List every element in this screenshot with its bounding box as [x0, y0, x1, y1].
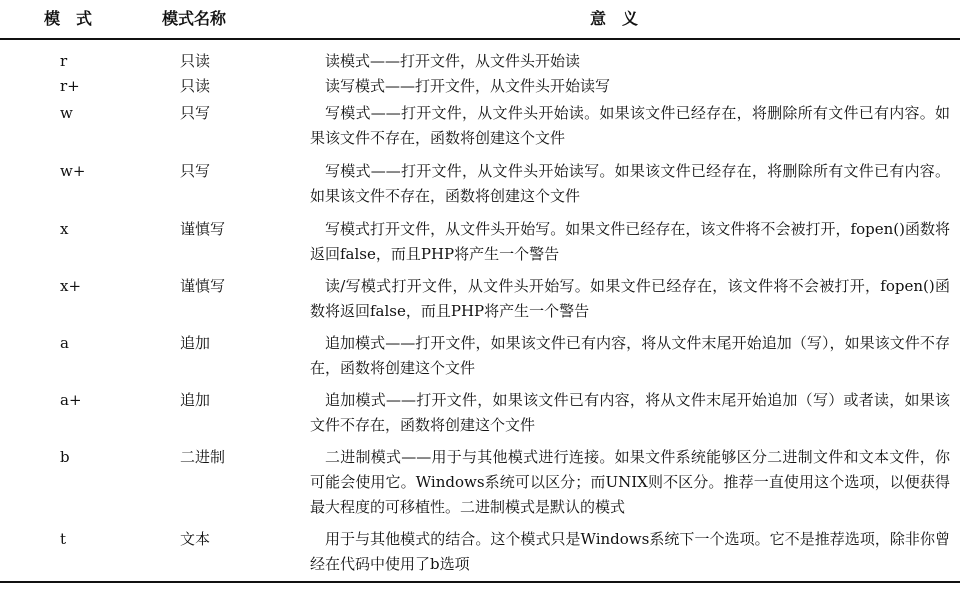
table-bottom-rule: [0, 581, 960, 583]
table-row: [0, 445, 960, 527]
mode-cell: b: [60, 448, 70, 466]
table-row: [0, 527, 960, 579]
mode-name-cell: 谨慎写: [180, 220, 226, 238]
mode-cell: a+: [60, 391, 82, 409]
table-row: [0, 101, 960, 159]
mode-name-cell: 只写: [180, 162, 211, 180]
mode-name-cell: 追加: [180, 334, 211, 352]
mode-name-cell: 只读: [180, 77, 211, 95]
table-body: [0, 49, 960, 579]
mode-cell: w+: [60, 162, 86, 180]
table-row: [0, 217, 960, 274]
mode-cell: w: [60, 104, 73, 122]
table-row: [0, 274, 960, 331]
mode-cell: a: [60, 334, 69, 352]
meaning-cell: 写模式——打开文件，从文件头开始读。如果该文件已经存在，将删除所有文件已有内容。如果该文件不存在，函数将创建这个文件: [310, 104, 950, 147]
mode-cell: r+: [60, 77, 80, 95]
meaning-cell: 写模式——打开文件，从文件头开始读写。如果该文件已经存在，将删除所有文件已有内容。如果该文件不存在，函数将创建这个文件: [310, 162, 950, 205]
meaning-cell: 读模式——打开文件，从文件头开始读: [325, 52, 581, 70]
mode-name-cell: 文本: [180, 530, 211, 548]
meaning-cell: 读写模式——打开文件，从文件头开始读写: [325, 77, 611, 95]
meaning-cell: 追加模式——打开文件，如果该文件已有内容，将从文件末尾开始追加（写），如果该文件不存在，函数将创建这个文件: [310, 334, 950, 377]
mode-cell: t: [60, 530, 67, 548]
mode-name-cell: 二进制: [180, 448, 226, 466]
meaning-cell: 读/写模式打开文件，从文件头开始写。如果文件已经存在，该文件将不会被打开，fopen()函数将返回false，而且PHP将产生一个警告: [310, 277, 950, 320]
table-header: [0, 0, 960, 38]
mode-cell: x+: [60, 277, 82, 295]
header-mode-name: 模式名称: [162, 9, 227, 28]
meaning-cell: 用于与其他模式的结合。这个模式只是Windows系统下一个选项。它不是推荐选项，除非你曾经在代码中使用了b选项: [310, 530, 950, 573]
table-row: [0, 331, 960, 388]
mode-name-cell: 追加: [180, 391, 211, 409]
mode-cell: x: [60, 220, 69, 238]
table-row: [0, 49, 960, 74]
table-row: [0, 159, 960, 217]
table-row: [0, 74, 960, 101]
mode-name-cell: 只读: [180, 52, 211, 70]
table-top-rule: [0, 38, 960, 40]
header-mode: 模 式: [44, 9, 93, 28]
mode-name-cell: 只写: [180, 104, 211, 122]
header-meaning: 意 义: [590, 9, 639, 28]
meaning-cell: 写模式打开文件，从文件头开始写。如果文件已经存在，该文件将不会被打开，fopen()函数将返回false，而且PHP将产生一个警告: [310, 220, 950, 263]
meaning-cell: 二进制模式——用于与其他模式进行连接。如果文件系统能够区分二进制文件和文本文件，你可能会使用它。Windows系统可以区分；而UNIX则不区分。推荐一直使用这个选项，以便获得最大程度的可移植性。二进制模式是默认的模式: [310, 448, 950, 516]
meaning-cell: 追加模式——打开文件，如果该文件已有内容，将从文件末尾开始追加（写）或者读，如果该文件不存在，函数将创建这个文件: [310, 391, 950, 434]
table-row: [0, 388, 960, 445]
mode-cell: r: [60, 52, 68, 70]
mode-name-cell: 谨慎写: [180, 277, 226, 295]
